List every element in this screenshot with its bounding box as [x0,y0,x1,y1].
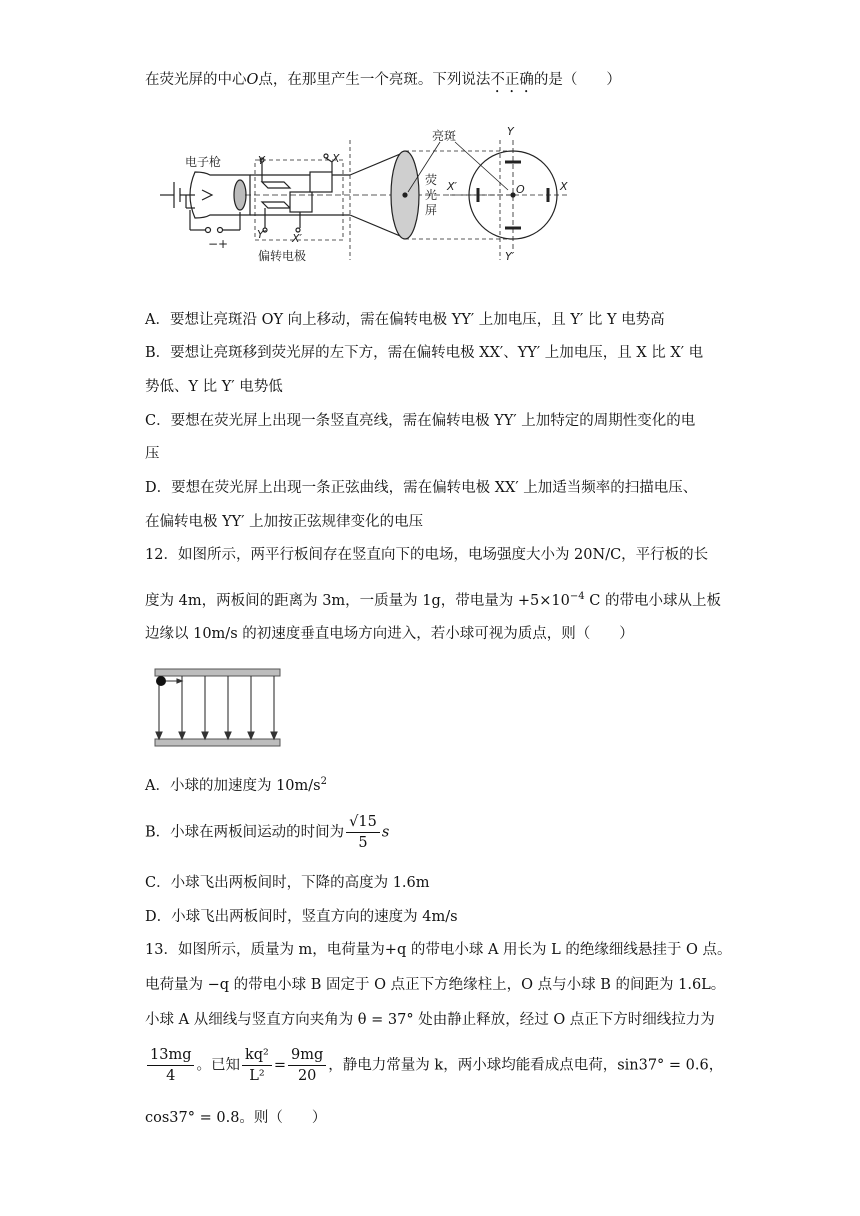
q13-tension-fraction [147,1045,194,1086]
q13-coulomb-denominator: L² [249,1068,265,1084]
q12-option-c: C．小球飞出两板间时，下降的高度为 1.6m [145,875,430,891]
q13-value-denominator: 20 [297,1068,317,1084]
q13-tension-numerator: 13mg [147,1045,194,1066]
label-yp-left: Y′ [257,228,267,241]
intro-emphasis: 不正确 [490,72,534,88]
label-xp-left: X′ [292,232,303,245]
q12-option-a-exponent: 2 [320,776,327,787]
q12-stem-line2-pre: 度为 4m，两板间的距离为 3m，一质量为 1g，带电量为 [145,592,518,609]
q13-stem-line4 [145,1045,723,1086]
q13-tension-denominator: 4 [166,1068,176,1084]
label-x-right: X [560,180,568,193]
q12-option-b [145,812,389,853]
intro-text-post: 的是（ ） [533,72,621,88]
intro-text-mid: 点，在那里产生一个亮斑。下列说法 [258,72,491,88]
parallel-plates-figure [150,664,285,750]
q11-option-a: A．要想让亮斑沿 OY 向上移动，需在偏转电极 YY′ 上加电压，且 Y′ 比 Y 电势高 [145,312,665,328]
q13-given-text: 。已知 [196,1057,240,1074]
q13-value-fraction [288,1045,326,1086]
q11-option-c-line2: 压 [145,446,160,462]
label-minus: − [208,237,219,251]
label-y-left: Y [258,154,265,167]
label-plus: + [218,237,229,251]
q12-option-d: D．小球飞出两板间时，竖直方向的速度为 4m/s [145,909,458,925]
label-deflection-electrode: 偏转电极 [258,249,307,263]
q13-stem-line3: 小球 A 从细线与竖直方向夹角为 θ = 37° 处由静止释放，经过 O 点正下方时细线拉力为 [145,1012,715,1028]
q12-option-b-text: B．小球在两板间运动的时间为 [145,824,345,841]
label-x-left: X [332,152,340,165]
label-yp-right: Y′ [505,250,515,263]
q12-charge-exponent: −4 [569,591,585,602]
intro-line [145,70,621,96]
label-screen-2: 光 [425,188,438,202]
q13-stem-line4-post: ，静电力常量为 k，两小球均能看成点电荷，sin37° = 0.6， [328,1057,724,1074]
q13-coulomb-numerator: kq² [242,1045,272,1066]
q11-option-d-line1: D．要想在荧光屏上出现一条正弦曲线，需在偏转电极 XX′ 上加适当频率的扫描电压、 [145,480,698,496]
q13-value-numerator: 9mg [288,1045,326,1066]
q12-stem-line2 [145,587,721,611]
q13-stem-line5: cos37° = 0.8。则（ ） [145,1110,327,1126]
q12-option-b-denominator: 5 [358,835,368,851]
label-bright-spot: 亮斑 [432,129,457,143]
q13-coulomb-fraction [242,1045,272,1086]
label-screen-3: 屏 [425,203,438,217]
q12-option-b-unit: s [381,824,390,841]
q12-stem-line2-post: C 的带电小球从上板 [584,592,721,609]
intro-text-pre: 在荧光屏的中心 [145,72,247,88]
q12-stem-line3: 边缘以 10m/s 的初速度垂直电场方向进入，若小球可视为质点，则（ ） [145,626,634,642]
q11-option-c-line1: C．要想在荧光屏上出现一条竖直亮线，需在偏转电极 YY′ 上加特定的周期性变化的电 [145,413,696,429]
q11-option-b-line2: 势低、Y 比 Y′ 电势低 [145,379,283,395]
q11-option-b-line1: B．要想让亮斑移到荧光屏的左下方，需在偏转电极 XX′、YY′ 上加电压，且 X 比 X′ 电 [145,345,704,361]
q13-equals: = [273,1057,287,1074]
intro-point-o: O [246,72,259,88]
q13-stem-line1: 13．如图所示，质量为 m，电荷量为+q 的带电小球 A 用长为 L 的绝缘细线悬挂于 O 点。 [145,942,732,958]
label-screen-1: 荧 [425,173,438,187]
q12-option-a [145,772,327,796]
oscilloscope-figure [150,120,590,270]
q12-stem-line1: 12．如图所示，两平行板间存在竖直向下的电场，电场强度大小为 20N/C，平行板的长 [145,547,709,563]
q11-option-d-line2: 在偏转电极 YY′ 上加按正弦规律变化的电压 [145,514,424,530]
q12-option-a-text: A．小球的加速度为 10m/s [145,777,321,794]
label-electron-gun: 电子枪 [185,155,222,169]
q13-stem-line2: 电荷量为 −q 的带电小球 B 固定于 O 点正下方绝缘柱上，O 点与小球 B 的间距为 1.6L。 [145,977,726,993]
q12-charge: +5×10 [517,592,570,609]
q12-option-b-numerator: √15 [346,812,380,833]
q12-option-b-fraction [346,812,380,853]
label-o-right: O [516,183,525,196]
label-y-right: Y [507,125,514,138]
label-xp-right: X′ [447,180,458,193]
charged-ball [156,676,166,686]
